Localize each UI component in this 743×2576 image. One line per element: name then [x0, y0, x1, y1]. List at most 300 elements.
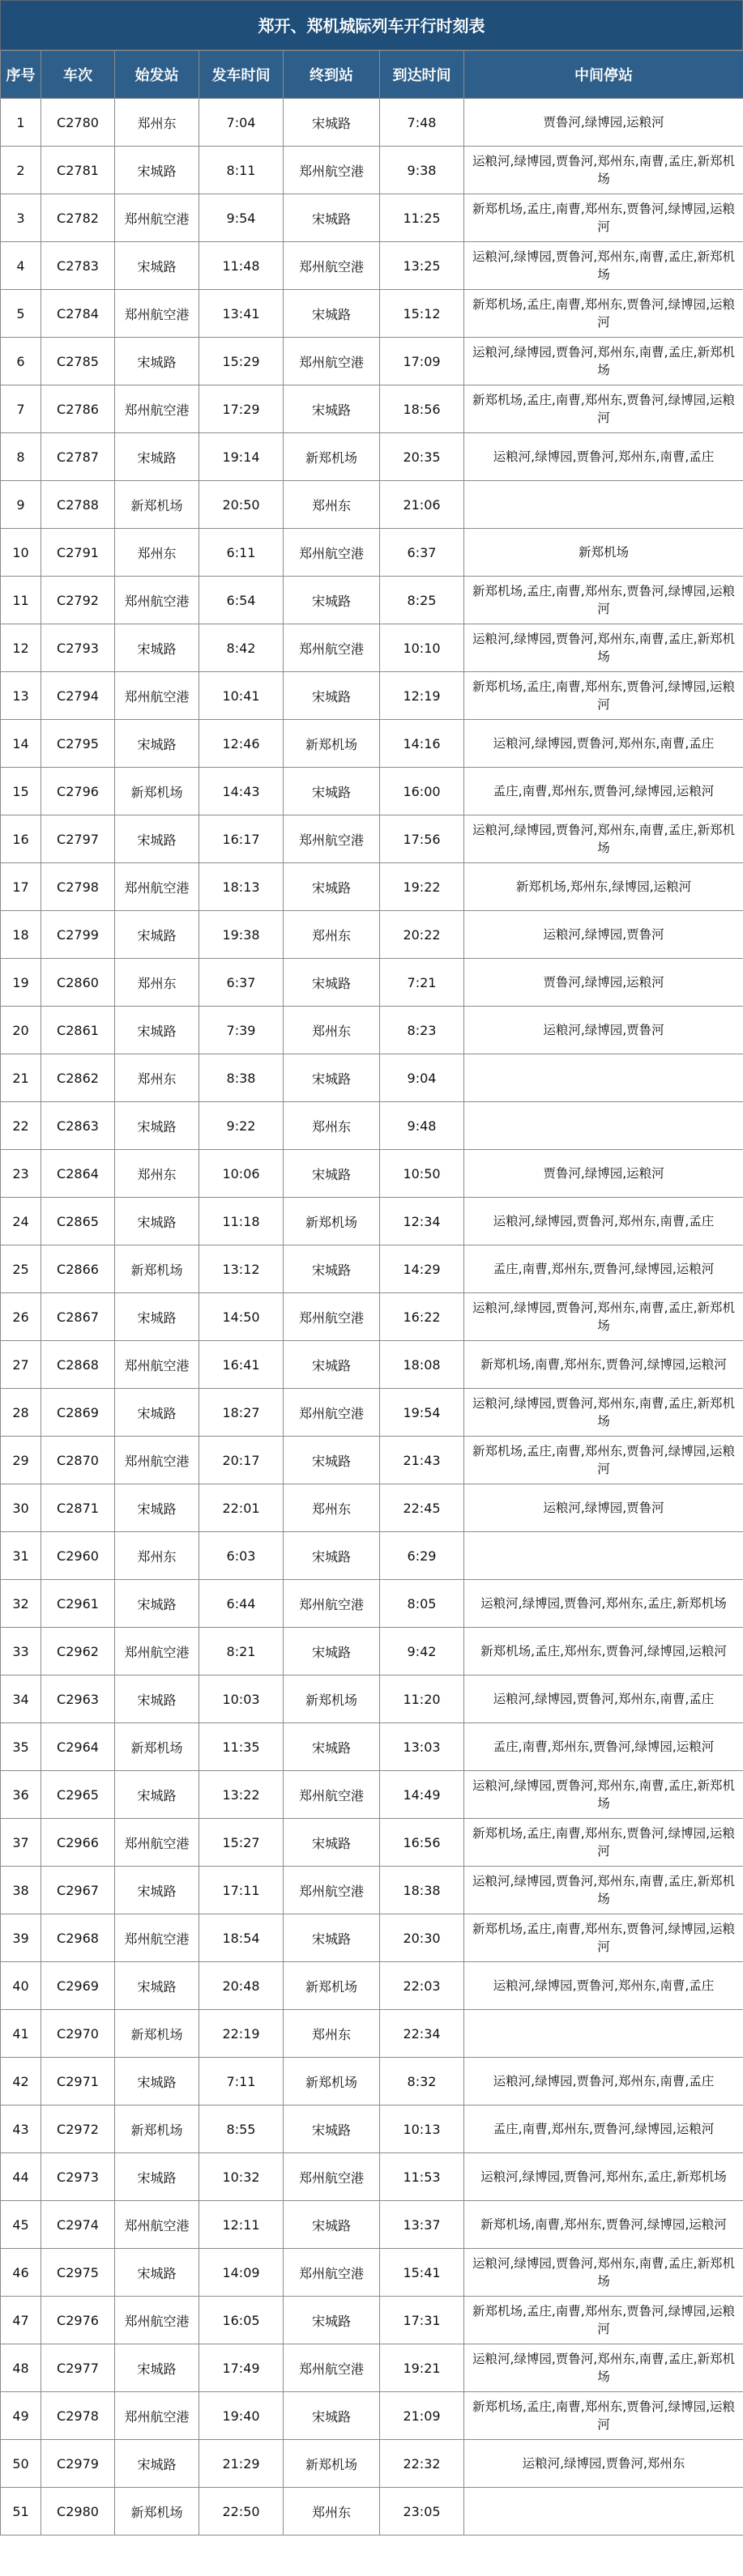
departure-time-cell: 11:35 [199, 1723, 284, 1771]
departure-time-cell: 19:40 [199, 2392, 284, 2440]
origin-station-cell: 宋城路 [115, 242, 199, 290]
table-row [1, 2010, 743, 2058]
table-row [1, 2297, 743, 2344]
intermediate-stops-cell [464, 1102, 743, 1150]
arrival-time-cell: 19:21 [380, 2344, 464, 2392]
train-number-cell: C2965 [41, 1771, 115, 1819]
column-header-to: 终到站 [284, 51, 380, 99]
train-number-cell: C2786 [41, 385, 115, 433]
column-header-no: 序号 [1, 51, 41, 99]
row-number-cell: 25 [1, 1245, 41, 1293]
train-number-cell: C2791 [41, 529, 115, 577]
row-number-cell: 49 [1, 2392, 41, 2440]
table-row [1, 99, 743, 147]
train-number-cell: C2865 [41, 1198, 115, 1245]
table-row [1, 1150, 743, 1198]
train-number-cell: C2869 [41, 1389, 115, 1437]
departure-time-cell: 8:21 [199, 1628, 284, 1675]
departure-time-cell: 10:03 [199, 1675, 284, 1723]
destination-station-cell: 郑州航空港 [284, 1867, 380, 1914]
train-number-cell: C2799 [41, 911, 115, 959]
intermediate-stops-cell: 运粮河,绿博园,贾鲁河,郑州东,南曹,孟庄,新郑机场 [464, 624, 743, 672]
destination-station-cell: 宋城路 [284, 672, 380, 720]
arrival-time-cell: 20:30 [380, 1914, 464, 1962]
origin-station-cell: 新郑机场 [115, 481, 199, 529]
table-row [1, 768, 743, 815]
train-number-cell: C2796 [41, 768, 115, 815]
origin-station-cell: 宋城路 [115, 1962, 199, 2010]
arrival-time-cell: 17:09 [380, 338, 464, 385]
table-row [1, 433, 743, 481]
train-number-cell: C2783 [41, 242, 115, 290]
row-number-cell: 18 [1, 911, 41, 959]
intermediate-stops-cell: 运粮河,绿博园,贾鲁河,郑州东,南曹,孟庄,新郑机场 [464, 2249, 743, 2297]
destination-station-cell: 新郑机场 [284, 1675, 380, 1723]
departure-time-cell: 17:29 [199, 385, 284, 433]
origin-station-cell: 郑州航空港 [115, 1914, 199, 1962]
destination-station-cell: 宋城路 [284, 1819, 380, 1867]
row-number-cell: 17 [1, 863, 41, 911]
train-number-cell: C2862 [41, 1054, 115, 1102]
destination-station-cell: 宋城路 [284, 577, 380, 624]
intermediate-stops-cell: 新郑机场,南曹,郑州东,贾鲁河,绿博园,运粮河 [464, 2201, 743, 2249]
departure-time-cell: 22:50 [199, 2488, 284, 2536]
departure-time-cell: 12:46 [199, 720, 284, 768]
row-number-cell: 11 [1, 577, 41, 624]
table-row [1, 1723, 743, 1771]
destination-station-cell: 宋城路 [284, 1437, 380, 1484]
origin-station-cell: 宋城路 [115, 1102, 199, 1150]
origin-station-cell: 郑州航空港 [115, 1819, 199, 1867]
departure-time-cell: 6:37 [199, 959, 284, 1007]
table-row [1, 2488, 743, 2536]
train-number-cell: C2861 [41, 1007, 115, 1054]
departure-time-cell: 21:29 [199, 2440, 284, 2488]
row-number-cell: 16 [1, 815, 41, 863]
departure-time-cell: 9:22 [199, 1102, 284, 1150]
train-number-cell: C2798 [41, 863, 115, 911]
origin-station-cell: 新郑机场 [115, 1723, 199, 1771]
table-row [1, 1245, 743, 1293]
arrival-time-cell: 14:49 [380, 1771, 464, 1819]
intermediate-stops-cell [464, 481, 743, 529]
train-number-cell: C2867 [41, 1293, 115, 1341]
departure-time-cell: 8:42 [199, 624, 284, 672]
arrival-time-cell: 22:32 [380, 2440, 464, 2488]
train-number-cell: C2966 [41, 1819, 115, 1867]
header-row [1, 51, 743, 99]
row-number-cell: 47 [1, 2297, 41, 2344]
row-number-cell: 12 [1, 624, 41, 672]
destination-station-cell: 宋城路 [284, 1245, 380, 1293]
table-row [1, 1771, 743, 1819]
row-number-cell: 33 [1, 1628, 41, 1675]
row-number-cell: 30 [1, 1484, 41, 1532]
table-row [1, 338, 743, 385]
table-row [1, 2344, 743, 2392]
origin-station-cell: 郑州航空港 [115, 2297, 199, 2344]
table-row [1, 1293, 743, 1341]
intermediate-stops-cell [464, 2488, 743, 2536]
train-number-cell: C2781 [41, 147, 115, 194]
train-number-cell: C2967 [41, 1867, 115, 1914]
train-number-cell: C2784 [41, 290, 115, 338]
departure-time-cell: 20:17 [199, 1437, 284, 1484]
table-row [1, 2106, 743, 2153]
train-number-cell: C2780 [41, 99, 115, 147]
intermediate-stops-cell: 新郑机场,孟庄,南曹,郑州东,贾鲁河,绿博园,运粮河 [464, 1819, 743, 1867]
arrival-time-cell: 13:37 [380, 2201, 464, 2249]
origin-station-cell: 郑州航空港 [115, 577, 199, 624]
intermediate-stops-cell: 运粮河,绿博园,贾鲁河,郑州东 [464, 2440, 743, 2488]
origin-station-cell: 新郑机场 [115, 1245, 199, 1293]
table-row [1, 2440, 743, 2488]
row-number-cell: 29 [1, 1437, 41, 1484]
intermediate-stops-cell: 孟庄,南曹,郑州东,贾鲁河,绿博园,运粮河 [464, 1245, 743, 1293]
arrival-time-cell: 9:48 [380, 1102, 464, 1150]
intermediate-stops-cell: 运粮河,绿博园,贾鲁河,郑州东,南曹,孟庄 [464, 720, 743, 768]
departure-time-cell: 16:41 [199, 1341, 284, 1389]
row-number-cell: 39 [1, 1914, 41, 1962]
intermediate-stops-cell: 孟庄,南曹,郑州东,贾鲁河,绿博园,运粮河 [464, 2106, 743, 2153]
departure-time-cell: 14:09 [199, 2249, 284, 2297]
train-number-cell: C2964 [41, 1723, 115, 1771]
row-number-cell: 9 [1, 481, 41, 529]
table-row [1, 2249, 743, 2297]
row-number-cell: 44 [1, 2153, 41, 2201]
row-number-cell: 14 [1, 720, 41, 768]
arrival-time-cell: 6:29 [380, 1532, 464, 1580]
arrival-time-cell: 11:25 [380, 194, 464, 242]
arrival-time-cell: 10:50 [380, 1150, 464, 1198]
origin-station-cell: 宋城路 [115, 338, 199, 385]
departure-time-cell: 18:54 [199, 1914, 284, 1962]
row-number-cell: 1 [1, 99, 41, 147]
row-number-cell: 5 [1, 290, 41, 338]
arrival-time-cell: 8:05 [380, 1580, 464, 1628]
row-number-cell: 38 [1, 1867, 41, 1914]
origin-station-cell: 新郑机场 [115, 2010, 199, 2058]
origin-station-cell: 郑州东 [115, 959, 199, 1007]
origin-station-cell: 郑州东 [115, 1532, 199, 1580]
train-number-cell: C2969 [41, 1962, 115, 2010]
table-row [1, 1437, 743, 1484]
train-number-cell: C2795 [41, 720, 115, 768]
departure-time-cell: 10:32 [199, 2153, 284, 2201]
row-number-cell: 13 [1, 672, 41, 720]
destination-station-cell: 宋城路 [284, 1150, 380, 1198]
arrival-time-cell: 6:37 [380, 529, 464, 577]
table-row [1, 1198, 743, 1245]
arrival-time-cell: 15:12 [380, 290, 464, 338]
departure-time-cell: 20:48 [199, 1962, 284, 2010]
departure-time-cell: 7:11 [199, 2058, 284, 2106]
arrival-time-cell: 9:42 [380, 1628, 464, 1675]
table-row [1, 1054, 743, 1102]
origin-station-cell: 郑州航空港 [115, 385, 199, 433]
origin-station-cell: 宋城路 [115, 1007, 199, 1054]
table-row [1, 2058, 743, 2106]
departure-time-cell: 17:49 [199, 2344, 284, 2392]
origin-station-cell: 宋城路 [115, 1867, 199, 1914]
arrival-time-cell: 21:09 [380, 2392, 464, 2440]
row-number-cell: 3 [1, 194, 41, 242]
arrival-time-cell: 17:31 [380, 2297, 464, 2344]
row-number-cell: 36 [1, 1771, 41, 1819]
destination-station-cell: 宋城路 [284, 1914, 380, 1962]
destination-station-cell: 郑州东 [284, 911, 380, 959]
train-number-cell: C2785 [41, 338, 115, 385]
train-number-cell: C2976 [41, 2297, 115, 2344]
destination-station-cell: 郑州航空港 [284, 624, 380, 672]
intermediate-stops-cell: 运粮河,绿博园,贾鲁河 [464, 1484, 743, 1532]
table-row [1, 1675, 743, 1723]
intermediate-stops-cell: 新郑机场 [464, 529, 743, 577]
train-number-cell: C2972 [41, 2106, 115, 2153]
timetable [0, 50, 743, 2536]
train-number-cell: C2978 [41, 2392, 115, 2440]
row-number-cell: 22 [1, 1102, 41, 1150]
table-row [1, 1484, 743, 1532]
origin-station-cell: 郑州东 [115, 99, 199, 147]
departure-time-cell: 22:01 [199, 1484, 284, 1532]
intermediate-stops-cell: 新郑机场,孟庄,南曹,郑州东,贾鲁河,绿博园,运粮河 [464, 290, 743, 338]
arrival-time-cell: 8:32 [380, 2058, 464, 2106]
intermediate-stops-cell [464, 1532, 743, 1580]
departure-time-cell: 19:14 [199, 433, 284, 481]
departure-time-cell: 18:13 [199, 863, 284, 911]
arrival-time-cell: 22:03 [380, 1962, 464, 2010]
departure-time-cell: 13:12 [199, 1245, 284, 1293]
row-number-cell: 50 [1, 2440, 41, 2488]
departure-time-cell: 9:54 [199, 194, 284, 242]
arrival-time-cell: 10:13 [380, 2106, 464, 2153]
intermediate-stops-cell: 新郑机场,孟庄,南曹,郑州东,贾鲁河,绿博园,运粮河 [464, 1914, 743, 1962]
intermediate-stops-cell: 运粮河,绿博园,贾鲁河,郑州东,孟庄,新郑机场 [464, 1580, 743, 1628]
destination-station-cell: 郑州航空港 [284, 147, 380, 194]
arrival-time-cell: 8:25 [380, 577, 464, 624]
arrival-time-cell: 19:22 [380, 863, 464, 911]
intermediate-stops-cell: 运粮河,绿博园,贾鲁河,郑州东,南曹,孟庄 [464, 1198, 743, 1245]
destination-station-cell: 新郑机场 [284, 1962, 380, 2010]
intermediate-stops-cell: 运粮河,绿博园,贾鲁河,郑州东,南曹,孟庄,新郑机场 [464, 1771, 743, 1819]
row-number-cell: 48 [1, 2344, 41, 2392]
table-row [1, 1867, 743, 1914]
origin-station-cell: 新郑机场 [115, 2106, 199, 2153]
intermediate-stops-cell: 运粮河,绿博园,贾鲁河,郑州东,南曹,孟庄,新郑机场 [464, 1867, 743, 1914]
arrival-time-cell: 19:54 [380, 1389, 464, 1437]
arrival-time-cell: 7:48 [380, 99, 464, 147]
destination-station-cell: 宋城路 [284, 768, 380, 815]
intermediate-stops-cell: 运粮河,绿博园,贾鲁河,郑州东,南曹,孟庄 [464, 433, 743, 481]
column-header-arrival: 到达时间 [380, 51, 464, 99]
destination-station-cell: 郑州东 [284, 2488, 380, 2536]
departure-time-cell: 8:55 [199, 2106, 284, 2153]
destination-station-cell: 郑州航空港 [284, 242, 380, 290]
destination-station-cell: 宋城路 [284, 385, 380, 433]
table-row [1, 1914, 743, 1962]
arrival-time-cell: 18:38 [380, 1867, 464, 1914]
train-number-cell: C2793 [41, 624, 115, 672]
destination-station-cell: 郑州航空港 [284, 338, 380, 385]
intermediate-stops-cell [464, 1054, 743, 1102]
arrival-time-cell: 9:04 [380, 1054, 464, 1102]
origin-station-cell: 宋城路 [115, 911, 199, 959]
departure-time-cell: 6:03 [199, 1532, 284, 1580]
intermediate-stops-cell: 孟庄,南曹,郑州东,贾鲁河,绿博园,运粮河 [464, 768, 743, 815]
row-number-cell: 2 [1, 147, 41, 194]
row-number-cell: 8 [1, 433, 41, 481]
destination-station-cell: 宋城路 [284, 863, 380, 911]
table-row [1, 529, 743, 577]
arrival-time-cell: 20:22 [380, 911, 464, 959]
origin-station-cell: 郑州东 [115, 1054, 199, 1102]
arrival-time-cell: 11:53 [380, 2153, 464, 2201]
train-number-cell: C2864 [41, 1150, 115, 1198]
origin-station-cell: 宋城路 [115, 147, 199, 194]
departure-time-cell: 6:44 [199, 1580, 284, 1628]
column-header-from: 始发站 [115, 51, 199, 99]
departure-time-cell: 14:43 [199, 768, 284, 815]
origin-station-cell: 宋城路 [115, 624, 199, 672]
train-number-cell: C2980 [41, 2488, 115, 2536]
destination-station-cell: 宋城路 [284, 2392, 380, 2440]
row-number-cell: 23 [1, 1150, 41, 1198]
destination-station-cell: 郑州航空港 [284, 1389, 380, 1437]
origin-station-cell: 郑州航空港 [115, 1341, 199, 1389]
row-number-cell: 35 [1, 1723, 41, 1771]
table-row [1, 1102, 743, 1150]
train-number-cell: C2868 [41, 1341, 115, 1389]
row-number-cell: 21 [1, 1054, 41, 1102]
departure-time-cell: 13:22 [199, 1771, 284, 1819]
arrival-time-cell: 21:06 [380, 481, 464, 529]
row-number-cell: 26 [1, 1293, 41, 1341]
table-row [1, 2201, 743, 2249]
destination-station-cell: 新郑机场 [284, 433, 380, 481]
origin-station-cell: 郑州东 [115, 529, 199, 577]
destination-station-cell: 宋城路 [284, 2106, 380, 2153]
row-number-cell: 31 [1, 1532, 41, 1580]
table-row [1, 1580, 743, 1628]
arrival-time-cell: 7:21 [380, 959, 464, 1007]
arrival-time-cell: 16:22 [380, 1293, 464, 1341]
train-number-cell: C2871 [41, 1484, 115, 1532]
destination-station-cell: 宋城路 [284, 99, 380, 147]
departure-time-cell: 18:27 [199, 1389, 284, 1437]
arrival-time-cell: 12:34 [380, 1198, 464, 1245]
intermediate-stops-cell: 运粮河,绿博园,贾鲁河,郑州东,南曹,孟庄,新郑机场 [464, 1389, 743, 1437]
origin-station-cell: 宋城路 [115, 720, 199, 768]
intermediate-stops-cell: 运粮河,绿博园,贾鲁河,郑州东,孟庄,新郑机场 [464, 2153, 743, 2201]
row-number-cell: 28 [1, 1389, 41, 1437]
origin-station-cell: 宋城路 [115, 2153, 199, 2201]
destination-station-cell: 郑州东 [284, 1484, 380, 1532]
intermediate-stops-cell: 新郑机场,孟庄,南曹,郑州东,贾鲁河,绿博园,运粮河 [464, 194, 743, 242]
train-number-cell: C2975 [41, 2249, 115, 2297]
table-row [1, 815, 743, 863]
arrival-time-cell: 22:34 [380, 2010, 464, 2058]
destination-station-cell: 郑州东 [284, 1007, 380, 1054]
table-row [1, 242, 743, 290]
intermediate-stops-cell: 新郑机场,郑州东,绿博园,运粮河 [464, 863, 743, 911]
table-row [1, 624, 743, 672]
row-number-cell: 6 [1, 338, 41, 385]
train-number-cell: C2860 [41, 959, 115, 1007]
train-number-cell: C2863 [41, 1102, 115, 1150]
origin-station-cell: 郑州东 [115, 1150, 199, 1198]
intermediate-stops-cell: 贾鲁河,绿博园,运粮河 [464, 1150, 743, 1198]
arrival-time-cell: 18:56 [380, 385, 464, 433]
destination-station-cell: 宋城路 [284, 1723, 380, 1771]
departure-time-cell: 8:11 [199, 147, 284, 194]
intermediate-stops-cell: 新郑机场,孟庄,南曹,郑州东,贾鲁河,绿博园,运粮河 [464, 2392, 743, 2440]
table-row [1, 147, 743, 194]
row-number-cell: 45 [1, 2201, 41, 2249]
row-number-cell: 27 [1, 1341, 41, 1389]
departure-time-cell: 22:19 [199, 2010, 284, 2058]
destination-station-cell: 宋城路 [284, 959, 380, 1007]
destination-station-cell: 郑州东 [284, 481, 380, 529]
row-number-cell: 43 [1, 2106, 41, 2153]
row-number-cell: 51 [1, 2488, 41, 2536]
origin-station-cell: 郑州航空港 [115, 194, 199, 242]
train-number-cell: C2797 [41, 815, 115, 863]
row-number-cell: 34 [1, 1675, 41, 1723]
destination-station-cell: 宋城路 [284, 194, 380, 242]
page-title: 郑开、郑机城际列车开行时刻表 [0, 0, 743, 50]
table-row [1, 959, 743, 1007]
table-row [1, 911, 743, 959]
origin-station-cell: 宋城路 [115, 2249, 199, 2297]
row-number-cell: 20 [1, 1007, 41, 1054]
train-number-cell: C2962 [41, 1628, 115, 1675]
departure-time-cell: 7:04 [199, 99, 284, 147]
table-row [1, 720, 743, 768]
train-number-cell: C2979 [41, 2440, 115, 2488]
origin-station-cell: 郑州航空港 [115, 290, 199, 338]
origin-station-cell: 郑州航空港 [115, 672, 199, 720]
table-row [1, 481, 743, 529]
origin-station-cell: 郑州航空港 [115, 2201, 199, 2249]
origin-station-cell: 宋城路 [115, 815, 199, 863]
destination-station-cell: 郑州航空港 [284, 529, 380, 577]
departure-time-cell: 16:05 [199, 2297, 284, 2344]
table-row [1, 194, 743, 242]
origin-station-cell: 宋城路 [115, 2344, 199, 2392]
arrival-time-cell: 8:23 [380, 1007, 464, 1054]
table-row [1, 672, 743, 720]
arrival-time-cell: 15:41 [380, 2249, 464, 2297]
origin-station-cell: 郑州航空港 [115, 1437, 199, 1484]
intermediate-stops-cell: 运粮河,绿博园,贾鲁河,郑州东,南曹,孟庄,新郑机场 [464, 242, 743, 290]
train-number-cell: C2970 [41, 2010, 115, 2058]
table-row [1, 863, 743, 911]
origin-station-cell: 郑州航空港 [115, 1628, 199, 1675]
row-number-cell: 42 [1, 2058, 41, 2106]
row-number-cell: 10 [1, 529, 41, 577]
intermediate-stops-cell: 运粮河,绿博园,贾鲁河,郑州东,南曹,孟庄,新郑机场 [464, 2344, 743, 2392]
train-number-cell: C2782 [41, 194, 115, 242]
intermediate-stops-cell: 运粮河,绿博园,贾鲁河,郑州东,南曹,孟庄 [464, 2058, 743, 2106]
departure-time-cell: 15:27 [199, 1819, 284, 1867]
intermediate-stops-cell: 贾鲁河,绿博园,运粮河 [464, 99, 743, 147]
origin-station-cell: 宋城路 [115, 1198, 199, 1245]
intermediate-stops-cell: 运粮河,绿博园,贾鲁河,郑州东,南曹,孟庄 [464, 1675, 743, 1723]
origin-station-cell: 宋城路 [115, 1675, 199, 1723]
destination-station-cell: 新郑机场 [284, 1198, 380, 1245]
intermediate-stops-cell: 孟庄,南曹,郑州东,贾鲁河,绿博园,运粮河 [464, 1723, 743, 1771]
